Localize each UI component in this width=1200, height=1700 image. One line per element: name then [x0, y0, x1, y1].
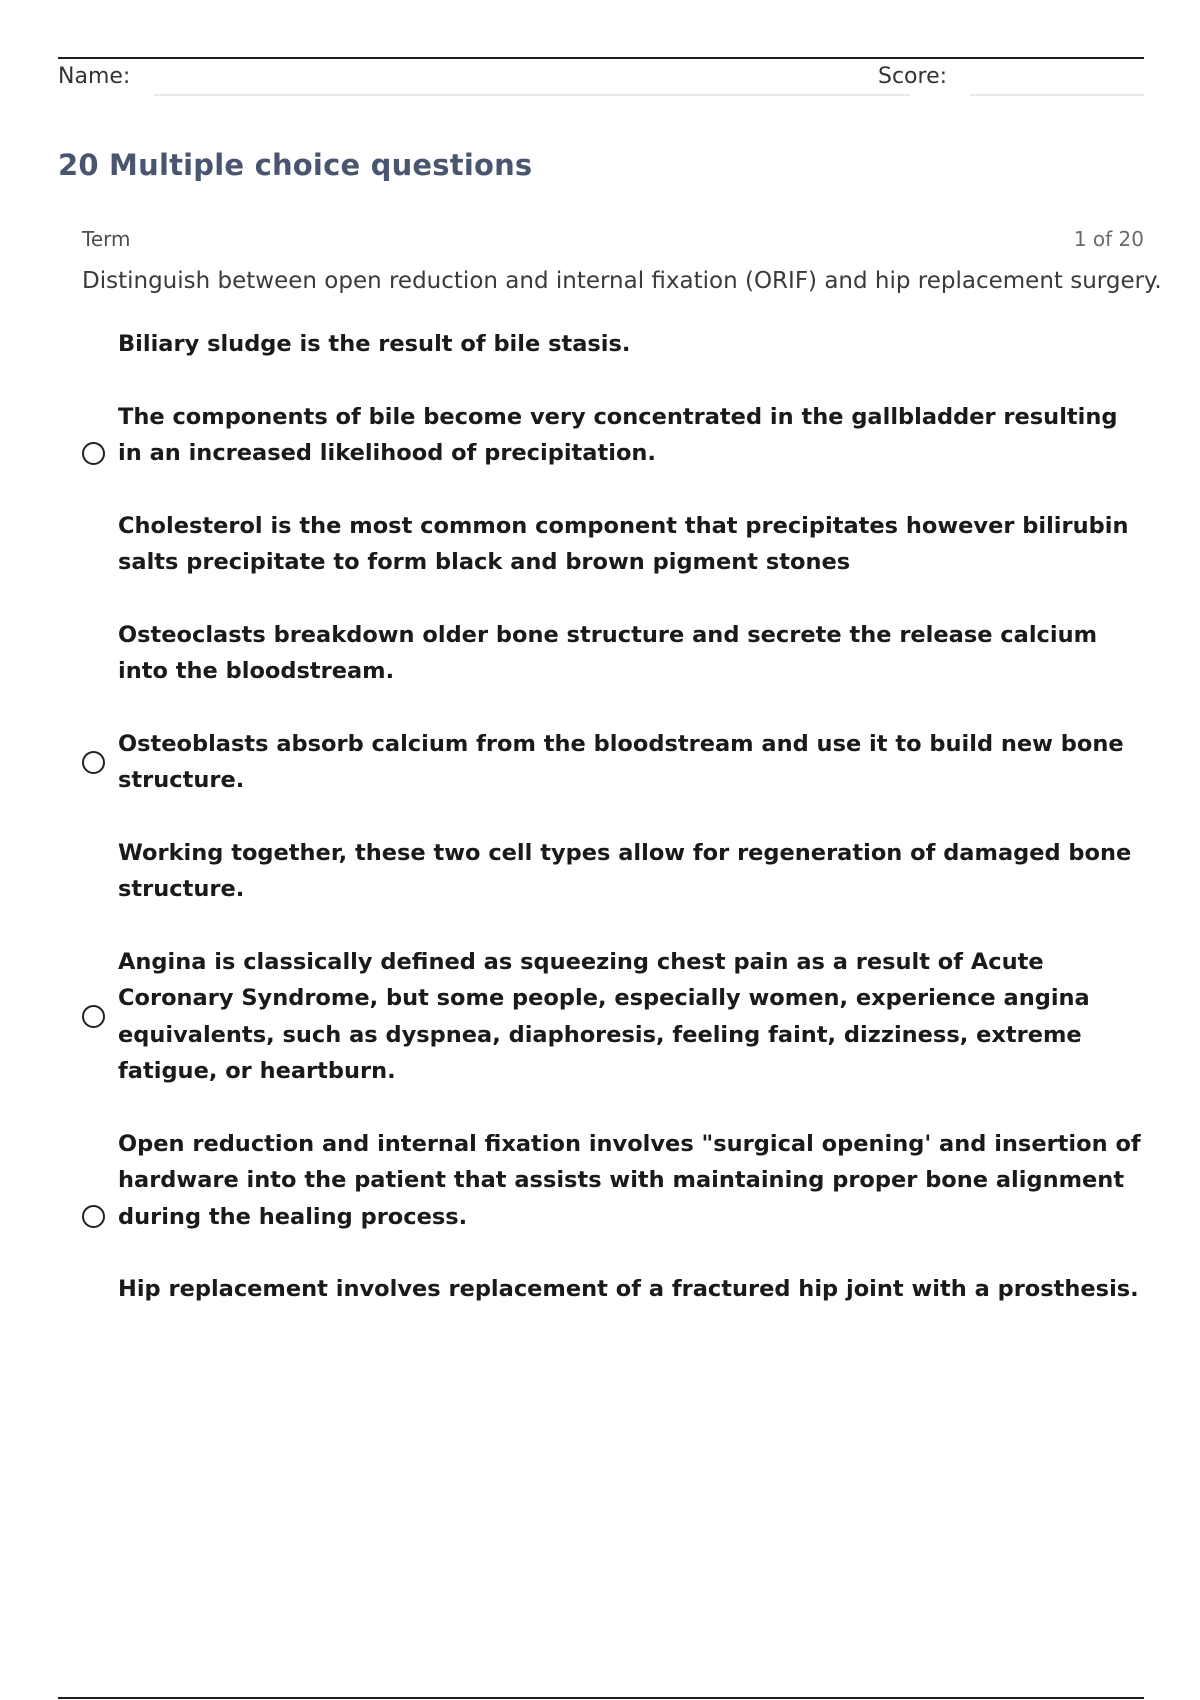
question-meta	[82, 227, 1144, 253]
answer-paragraph: Hip replacement involves replacement of a fractured hip joint with a prosthesis.	[118, 1276, 1139, 1302]
answer-paragraph: The components of bile become very concentrated in the gallbladder resulting in an increased likelihood of precipitation.	[118, 403, 1118, 466]
term-label: Term	[82, 227, 131, 251]
name-label: Name:	[58, 64, 131, 89]
answer-option-text	[118, 326, 1144, 581]
answer-option-1[interactable]	[82, 326, 1144, 581]
bottom-divider	[58, 1697, 1144, 1699]
radio-circle-icon[interactable]	[82, 1005, 105, 1028]
answer-paragraph: Cholesterol is the most common component that precipitates however bilirubin salts precipitate to form black and brown pigment stones	[118, 512, 1129, 575]
score-field[interactable]	[970, 94, 1144, 96]
answer-paragraph: Osteoclasts breakdown older bone structure and secrete the release calcium into the bloodstream.	[118, 621, 1098, 684]
name-field[interactable]	[154, 94, 910, 96]
answer-option-text	[118, 1126, 1144, 1308]
answer-paragraph: Biliary sludge is the result of bile stasis.	[118, 331, 631, 357]
answer-option-text	[118, 617, 1144, 908]
answer-paragraph: Osteoblasts absorb calcium from the bloodstream and use it to build new bone structure.	[118, 730, 1124, 793]
worksheet-header	[58, 62, 1144, 98]
radio-circle-icon[interactable]	[82, 442, 105, 465]
answer-paragraph: Angina is classically defined as squeezing chest pain as a result of Acute Coronary Syndrome, but some people, especially women, experience angina equivalents, such as dyspnea, diaphoresis, feeling faint, dizziness, extreme fatigue, or heartburn.	[118, 948, 1090, 1084]
answer-paragraph: Open reduction and internal fixation involves "surgical opening' and insertion of hardware into the patient that assists with maintaining proper bone alignment during the healing process.	[118, 1130, 1141, 1230]
answer-option-2[interactable]	[82, 617, 1144, 908]
section-title: 20 Multiple choice questions	[58, 148, 533, 182]
answer-option-4[interactable]	[82, 1126, 1144, 1308]
score-label: Score:	[878, 64, 948, 89]
answer-option-text	[118, 944, 1144, 1090]
top-divider	[58, 57, 1144, 59]
answer-option-3[interactable]	[82, 944, 1144, 1090]
question-counter: 1 of 20	[1073, 227, 1144, 251]
radio-circle-icon[interactable]	[82, 1205, 105, 1228]
answer-paragraph: Working together, these two cell types allow for regeneration of damaged bone structure.	[118, 839, 1132, 902]
radio-circle-icon[interactable]	[82, 751, 105, 774]
question-prompt: Distinguish between open reduction and internal fixation (ORIF) and hip replacement surgery.	[82, 268, 1162, 294]
answer-choices	[82, 326, 1144, 1344]
